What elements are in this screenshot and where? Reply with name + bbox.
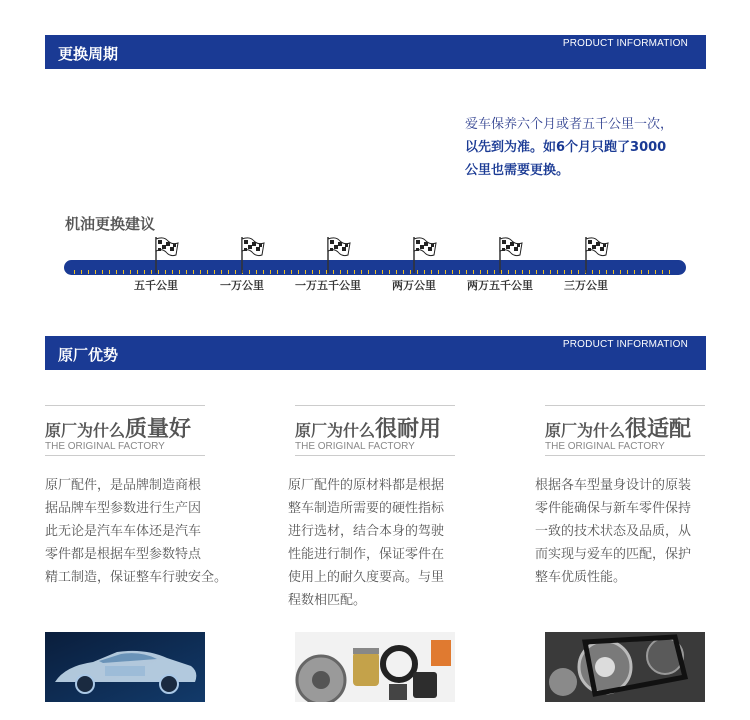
heading-prefix: 原厂为什么 [45,421,126,440]
section-subtitle: PRODUCT INFORMATION [562,339,688,350]
engine-belt-image [545,632,705,702]
body-line: 原厂配件，是品牌制造商根 [45,478,202,493]
advantage-column-durable [288,405,457,612]
checkered-flag-icon [584,235,614,275]
column-heading [545,412,707,443]
checkered-flag-icon [240,235,270,275]
body-line: 程数相匹配。 [288,593,367,608]
mileage-label: 两万五千公里 [467,279,533,292]
note-line: 爱车保养六个月或者五千公里一次， [465,117,674,132]
replacement-note [465,113,715,182]
section-title: 原厂优势 [58,346,119,364]
mileage-label: 一万公里 [220,279,264,292]
section-banner-advantages [45,336,706,370]
section-title: 更换周期 [58,45,119,63]
car-xray-image [45,632,205,702]
heading-emphasis: 很耐用 [375,417,442,442]
body-line: 整车制造所需要的硬性指标 [288,501,445,516]
column-heading [295,412,457,443]
heading-english: THE ORIGINAL FACTORY [45,441,165,452]
divider [45,455,205,456]
body-line: 原厂配件的原材料都是根据 [288,478,445,493]
heading-prefix: 原厂为什么 [295,421,376,440]
body-line: 整车优质性能。 [535,570,627,585]
heading-english: THE ORIGINAL FACTORY [545,441,665,452]
note-line: 以先到为准。如6个月只跑了3000 [465,140,667,155]
oil-change-title: 机油更换建议 [65,215,156,233]
body-line: 使用上的耐久度要高。与里 [288,570,445,585]
column-body [535,474,727,589]
divider [45,405,205,406]
section-subtitle: PRODUCT INFORMATION [562,38,688,49]
body-line: 精工制造，保证整车行驶安全。 [45,570,228,585]
checkered-flag-icon [326,235,356,275]
section-banner-cycle [45,35,706,69]
checkered-flag-icon [154,235,184,275]
column-heading [45,412,207,443]
divider [295,455,455,456]
body-line: 进行选材，结合本身的驾驶 [288,524,445,539]
divider [545,455,705,456]
body-line: 一致的技术状态及品质，从 [535,524,692,539]
advantage-column-fit [535,405,707,589]
mileage-label: 三万公里 [564,279,608,292]
checkered-flag-icon [498,235,528,275]
mileage-label: 一万五千公里 [295,279,361,292]
body-line: 此无论是汽车车体还是汽车 [45,524,202,539]
column-body [45,474,237,589]
body-line: 零件能确保与新车零件保持 [535,501,692,516]
heading-prefix: 原厂为什么 [545,421,626,440]
mileage-label: 五千公里 [134,279,178,292]
heading-english: THE ORIGINAL FACTORY [295,441,415,452]
checkered-flag-icon [412,235,442,275]
column-body [288,474,480,612]
divider [545,405,705,406]
body-line: 性能进行制作，保证零件在 [288,547,445,562]
divider [295,405,455,406]
car-parts-image [295,632,455,702]
heading-emphasis: 很适配 [625,417,692,442]
advantage-column-quality [45,405,228,589]
heading-emphasis: 质量好 [125,417,192,442]
body-line: 而实现与爱车的匹配，保护 [535,547,692,562]
body-line: 根据各车型量身设计的原装 [535,478,692,493]
body-line: 零件都是根据车型参数特点 [45,547,202,562]
note-line: 公里也需要更换。 [465,163,570,178]
mileage-label: 两万公里 [392,279,436,292]
body-line: 据品牌车型参数进行生产因 [45,501,202,516]
